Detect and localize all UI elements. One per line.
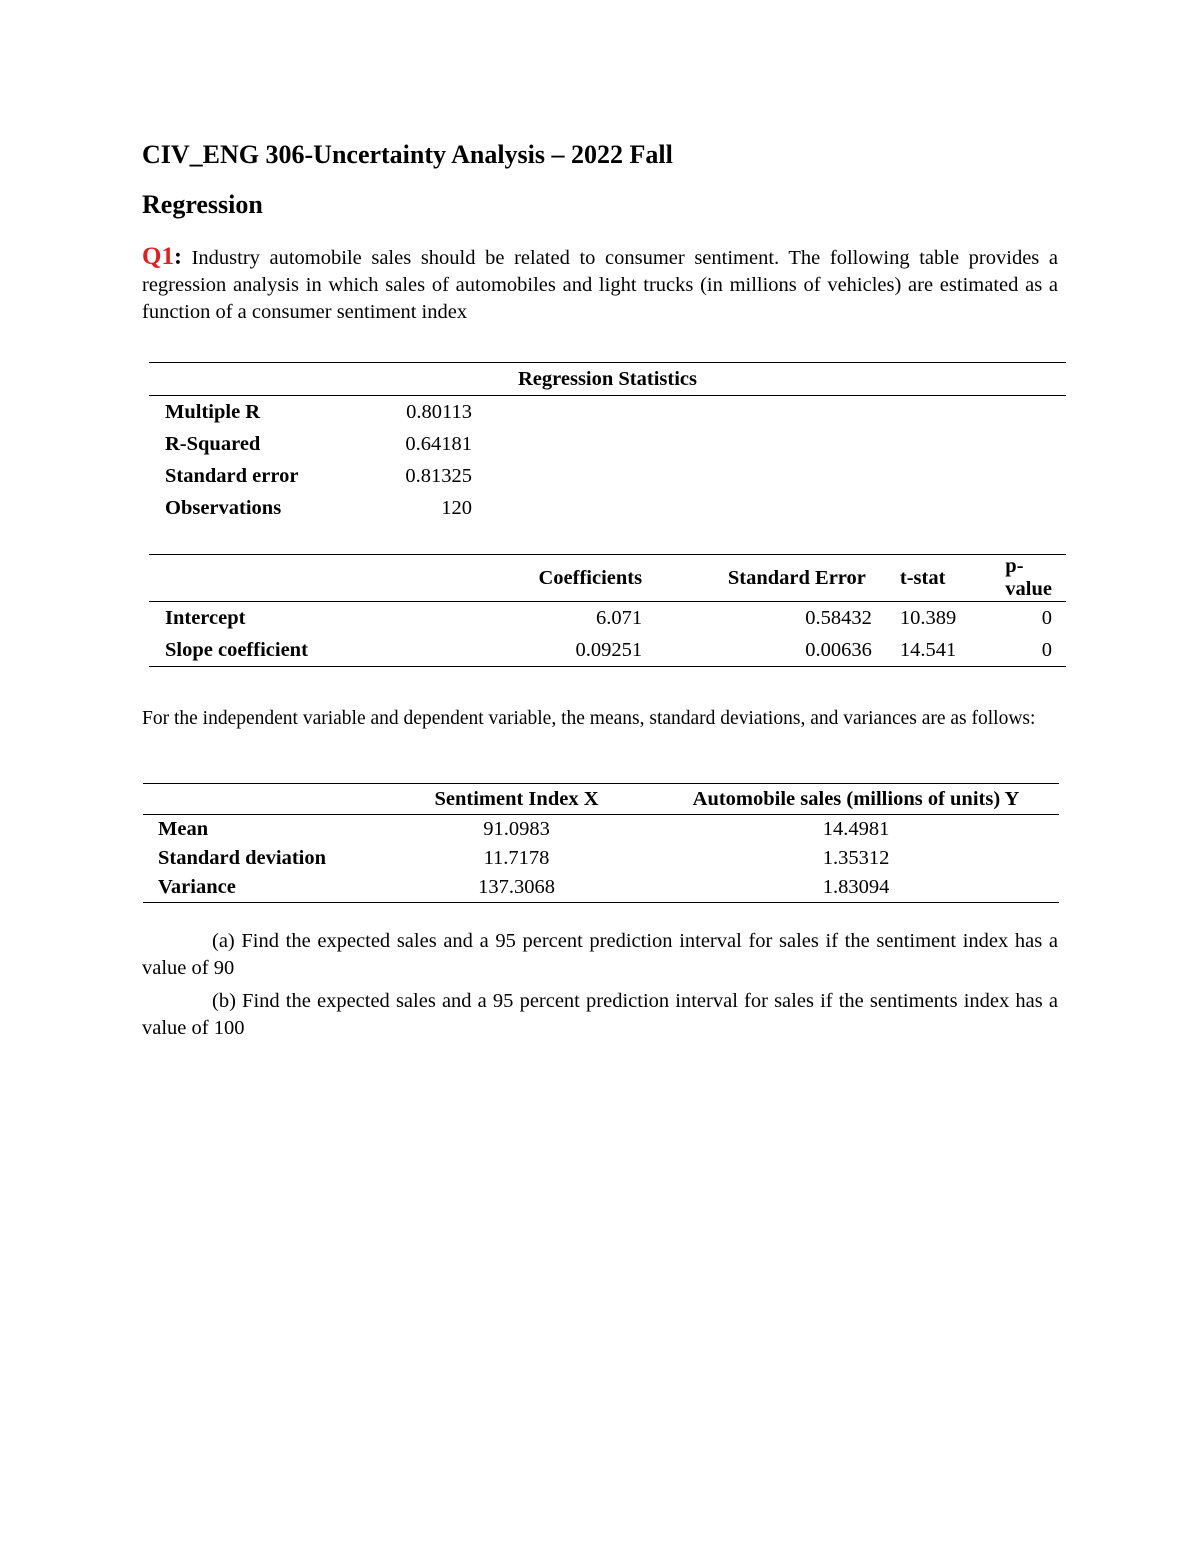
column-header: Standard Error [658,555,886,602]
sales-value: 1.35312 [822,847,890,869]
sentiment-value: 11.7178 [483,847,550,869]
p-value: 0 [1041,606,1052,629]
sentiment-value: 91.0983 [483,818,550,840]
stat-label: Standard error [165,464,299,487]
q1-text: Industry automobile sales should be related to consumer sentiment. The following table provides a regression analysis in which sales of automobiles and light trucks (in millions of vehicles) are estimated as a function of a consumer sentiment index [142,247,1058,323]
table-row [149,492,1066,524]
descriptive-statistics-table [143,783,1059,903]
sales-value: 1.83094 [822,876,890,898]
row-label: Standard deviation [158,847,327,869]
sentiment-value: 137.3068 [478,876,555,898]
document-title: CIV_ENG 306-Uncertainty Analysis – 2022 Fall [142,140,673,169]
standard-error-value: 0.58432 [805,606,872,629]
coefficients-header-row [149,555,1066,602]
column-header: t-stat [886,555,991,602]
stat-label: R-Squared [165,432,261,455]
q1-label: Q1 [142,243,174,270]
row-label: Intercept [165,606,246,629]
question-a: (a) Find the expected sales and a 95 percent prediction interval for sales if the sentiment index has a value of 90 [142,930,1058,979]
regression-statistics-title: Regression Statistics [149,363,1066,396]
question-b: (b) Find the expected sales and a 95 percent prediction interval for sales if the sentiments index has a value of 100 [142,990,1058,1039]
coefficient-value: 0.09251 [575,638,643,661]
stat-value: 0.64181 [405,432,472,455]
q1-paragraph [142,243,1058,326]
column-header [149,555,383,602]
stat-value: 0.80113 [406,400,472,423]
table-row [143,844,1059,873]
table-row [149,602,1066,635]
regression-statistics-table [149,362,1066,524]
row-label: Mean [158,818,209,840]
descriptive-header-row [143,784,1059,815]
sales-value: 14.4981 [822,818,890,840]
descriptive-intro-paragraph: For the independent variable and dependent variable, the means, standard deviations, and variances are as follows: [142,708,1036,729]
t-stat-value: 10.389 [899,606,957,629]
row-label: Variance [158,876,236,898]
table-row [149,460,1066,492]
column-header: Sentiment Index X [380,784,653,815]
t-stat-value: 14.541 [899,638,957,661]
section-heading: Regression [142,190,263,219]
stat-label: Observations [165,496,282,519]
coefficients-table [149,554,1066,667]
column-header: Automobile sales (millions of units) Y [653,784,1059,815]
table-row [143,815,1059,845]
standard-error-value: 0.00636 [805,638,872,661]
stat-value: 0.81325 [405,464,472,487]
row-label: Slope coefficient [165,638,308,661]
table-row [149,428,1066,460]
stat-value: 120 [441,496,472,519]
regression-statistics-header-row [149,363,1066,396]
table-row [149,396,1066,429]
column-header: p-value [991,555,1066,602]
column-header: Coefficients [383,555,658,602]
stat-label: Multiple R [165,400,261,423]
q1-colon: : [173,244,182,270]
coefficient-value: 6.071 [595,606,643,629]
table-row [149,634,1066,667]
table-row [143,873,1059,903]
p-value: 0 [1041,638,1052,661]
column-header [143,784,380,815]
